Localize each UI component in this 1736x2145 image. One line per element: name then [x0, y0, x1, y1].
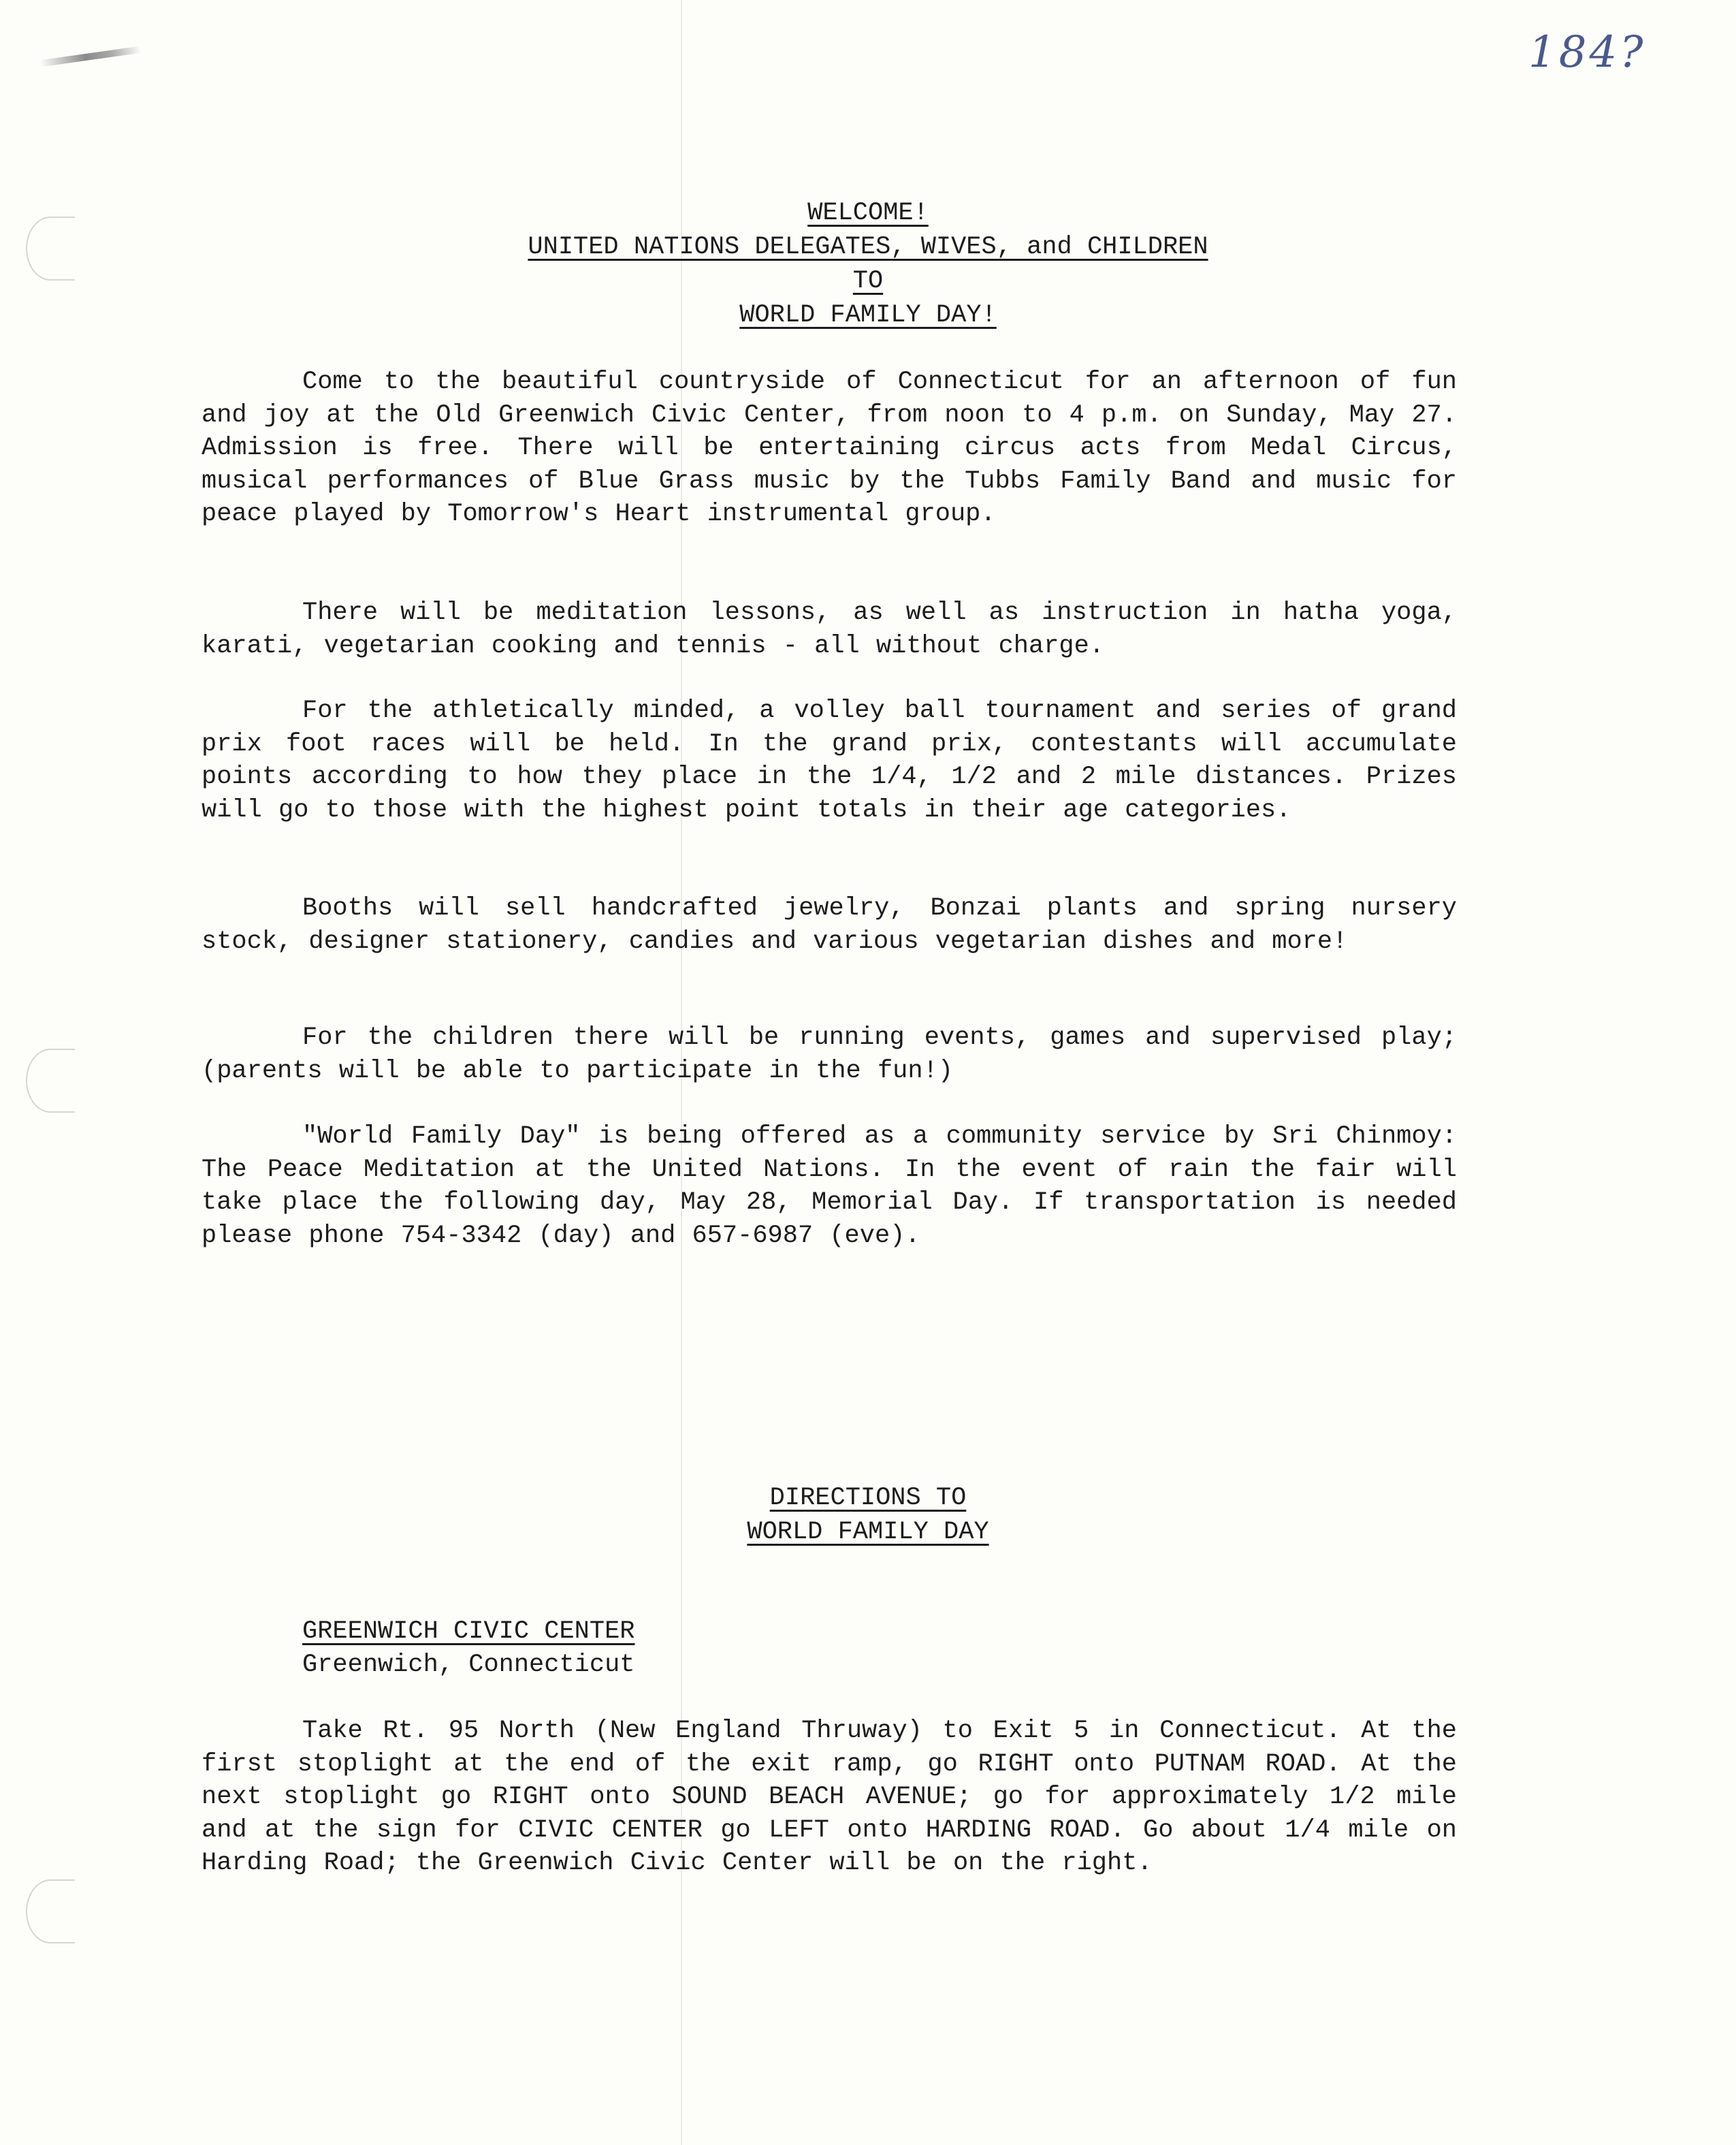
header-line-2: UNITED NATIONS DELEGATES, WIVES, and CHILDREN: [528, 233, 1208, 261]
directions-title-line-1: DIRECTIONS TO: [769, 1484, 967, 1512]
directions-title-line-2: WORLD FAMILY DAY: [747, 1518, 989, 1546]
location-name: GREENWICH CIVIC CENTER: [302, 1617, 635, 1646]
location-city: Greenwich, Connecticut: [302, 1650, 635, 1679]
paragraph-athletics: For the athletically minded, a volley ball tournament and series of grand prix foot races will be held. In the grand prix, contestants will accumulate points according to how they place in the 1/4, 1/2 and 2 mile distances. Prizes will go to those with the highest point totals in their age categories.: [202, 697, 1457, 825]
location-block: [302, 1615, 634, 1681]
directions-header: [0, 1481, 1736, 1549]
paragraph-meditation: There will be meditation lessons, as well as instruction in hatha yoga, karati, vegetarian cooking and tennis - all without charge.: [202, 599, 1457, 661]
header-line-4: WORLD FAMILY DAY!: [739, 301, 997, 330]
handwritten-page-number: 184?: [1528, 27, 1646, 78]
punch-hole-bottom: [26, 1879, 75, 1943]
paragraph-community-service: "World Family Day" is being offered as a community service by Sri Chinmoy: The Peace Meditation at the United Nations. In the event of rain the fair will take place the following day, May 28, Memorial Day. If transportation is needed please phone 754-3342 (day) and 657-6987 (eve).: [202, 1122, 1457, 1250]
paragraph-children: For the children there will be running events, games and supervised play; (parents will be able to participate in the fun!): [202, 1023, 1457, 1085]
header-line-3: TO: [852, 267, 884, 296]
staple-mark: [39, 46, 142, 67]
directions-text: Take Rt. 95 North (New England Thruway) to Exit 5 in Connecticut. At the first stoplight at the end of the exit ramp, go RIGHT onto PUTNAM ROAD. At the next stoplight go RIGHT onto SOUND BEACH AVENUE; go for approximately 1/2 mile and at the sign for CIVIC CENTER go LEFT onto HARDING ROAD. Go about 1/4 mile on Harding Road; the Greenwich Civic Center will be on the right.: [202, 1717, 1457, 1877]
header-line-1: WELCOME!: [807, 199, 929, 227]
welcome-header: [0, 196, 1736, 332]
paragraph-booths: Booths will sell handcrafted jewelry, Bonzai plants and spring nursery stock, designer stationery, candies and various vegetarian dishes and more!: [202, 894, 1457, 956]
punch-hole-middle: [26, 1049, 75, 1113]
paragraph-intro: Come to the beautiful countryside of Connecticut for an afternoon of fun and joy at the Old Greenwich Civic Center, from noon to 4 p.m. on Sunday, May 27. Admission is free. There will be entertaining circus acts from Medal Circus, musical performances of Blue Grass music by the Tubbs Family Band and music for peace played by Tomorrow's Heart instrumental group.: [202, 368, 1457, 528]
